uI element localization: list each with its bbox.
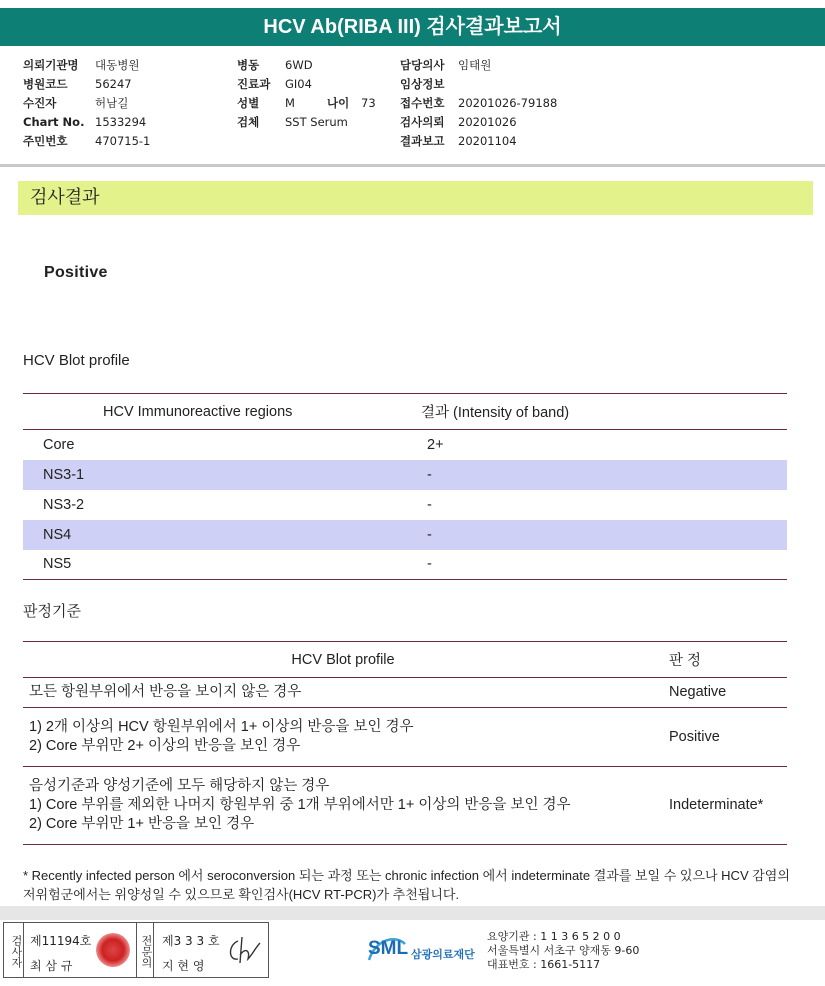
patient-info	[0, 56, 825, 166]
info-value: 20201026	[458, 115, 517, 129]
age-value: 73	[361, 96, 376, 110]
table-row	[23, 678, 787, 708]
table-row	[23, 460, 787, 490]
info-row	[400, 132, 517, 151]
info-value: 1533294	[95, 115, 147, 129]
examiner-no: 제11194호	[30, 934, 92, 948]
info-row	[23, 132, 150, 151]
info-label: 주민번호	[23, 134, 68, 148]
org-block	[365, 928, 825, 978]
criteria-desc	[23, 678, 663, 708]
info-row	[23, 113, 146, 132]
blot-col-result: 결과 (Intensity of band)	[421, 394, 787, 430]
info-row	[23, 94, 128, 113]
info-row	[400, 94, 557, 113]
table-row	[23, 550, 787, 580]
info-label: 담당의사	[400, 58, 445, 72]
divider	[0, 164, 825, 167]
age-label: 나이	[327, 96, 350, 110]
info-row	[400, 113, 517, 132]
blot-region: Core	[43, 436, 75, 453]
info-value: SST Serum	[285, 115, 348, 129]
criteria-line: 2) Core 부위만 2+ 이상의 반응을 보인 경우	[29, 738, 301, 754]
signature-scribble	[224, 933, 264, 969]
criteria-desc	[23, 708, 663, 767]
blot-result: -	[427, 496, 432, 513]
criteria-line: 음성기준과 양성기준에 모두 해당하지 않는 경우	[29, 778, 330, 794]
table-row	[23, 520, 787, 550]
info-row	[400, 56, 491, 75]
info-label: 병원코드	[23, 77, 68, 91]
info-row	[23, 56, 139, 75]
info-label: 검체	[237, 115, 260, 129]
blot-region: NS3-2	[43, 496, 85, 513]
info-value: 20201026-79188	[458, 96, 558, 110]
blot-region: NS4	[23, 520, 421, 550]
criteria-line: 모든 항원부위에서 반응을 보이지 않은 경우	[29, 684, 302, 700]
info-value: GI04	[285, 77, 312, 91]
criteria-judgment: Positive	[663, 708, 787, 767]
info-label: Chart No.	[23, 115, 85, 129]
blot-col-region: HCV Immunoreactive regions	[23, 394, 421, 430]
info-label: 임상정보	[400, 77, 445, 91]
info-label: 의뢰기관명	[23, 58, 79, 72]
table-row	[23, 430, 787, 460]
criteria-col-judgment: 판 정	[663, 642, 787, 678]
criteria-line: 1) Core 부위를 제외한 나머지 항원부위 중 1개 부위에서만 1+ 이상의 반응을 보인 경우	[29, 797, 571, 813]
table-row	[23, 490, 787, 520]
criteria-heading: 판정기준	[23, 603, 81, 620]
criteria-judgment: Negative	[663, 678, 787, 708]
info-row	[400, 75, 458, 94]
info-row	[23, 75, 132, 94]
blot-result: 2+	[427, 436, 444, 453]
org-name: 삼광의료재단	[411, 948, 475, 961]
blot-result: -	[421, 520, 787, 550]
info-label: 결과보고	[400, 134, 445, 148]
info-row	[237, 56, 313, 75]
info-value: 20201104	[458, 134, 517, 148]
criteria-col-profile: HCV Blot profile	[23, 642, 663, 678]
info-label: 검사의뢰	[400, 115, 445, 129]
info-value: M	[285, 96, 295, 110]
criteria-desc	[23, 767, 663, 845]
blot-result: -	[421, 550, 787, 580]
org-phone: 대표번호 : 1661-5117	[487, 958, 601, 971]
org-details	[487, 930, 639, 972]
table-row	[23, 708, 787, 767]
blot-table	[23, 393, 787, 580]
info-row	[237, 113, 348, 132]
info-value: 허남길	[95, 96, 129, 110]
report-title: HCV Ab(RIBA III) 검사결과보고서	[0, 8, 825, 46]
info-label: 성별	[237, 96, 260, 110]
info-label: 수진자	[23, 96, 57, 110]
info-value: 대동병원	[95, 58, 140, 72]
criteria-table	[23, 641, 787, 845]
info-label: 접수번호	[400, 96, 445, 110]
info-value: 56247	[95, 77, 132, 91]
info-label: 진료과	[237, 77, 271, 91]
criteria-line: 1) 2개 이상의 HCV 항원부위에서 1+ 이상의 반응을 보인 경우	[29, 719, 414, 735]
seal-stamp	[96, 933, 130, 967]
table-row	[23, 767, 787, 845]
info-value: 6WD	[285, 58, 313, 72]
footnote: * Recently infected person 에서 seroconversion 되는 과정 또는 chronic infection 에서 indeterminate 결과를 보일 수 있으나 HCV 감염의 저위험군에서는 위양성일 수 있으므로 확인검사(HCV RT-PCR)가 추천됩니다.	[23, 868, 790, 902]
blot-region: NS5	[23, 550, 421, 580]
criteria-line: 2) Core 부위만 1+ 반응을 보인 경우	[29, 816, 255, 832]
info-label: 병동	[237, 58, 260, 72]
specialist-no: 제3 3 3 호	[162, 934, 220, 948]
specialist-name: 지 현 영	[162, 959, 205, 973]
specialist-label: 전문의	[136, 923, 154, 977]
org-address: 서울특별시 서초구 양재동 9-60	[487, 944, 640, 957]
info-row	[237, 94, 376, 113]
section-title: 검사결과	[18, 181, 813, 215]
examiner-label: 검사자	[6, 923, 24, 977]
info-value: 470715-1	[95, 134, 151, 148]
blot-heading: HCV Blot profile	[23, 352, 130, 369]
signature-box	[3, 922, 269, 978]
blot-region: NS3-1	[23, 460, 421, 490]
blot-result: -	[421, 460, 787, 490]
criteria-judgment: Indeterminate*	[663, 767, 787, 845]
result-value: Positive	[44, 264, 108, 281]
info-value: 임태원	[458, 58, 492, 72]
info-row	[237, 75, 312, 94]
org-logo: SML	[368, 938, 409, 959]
examiner-name: 최 삼 규	[30, 959, 73, 973]
divider	[0, 906, 825, 920]
org-code: 요양기관 : 1 1 3 6 5 2 0 0	[487, 930, 621, 943]
